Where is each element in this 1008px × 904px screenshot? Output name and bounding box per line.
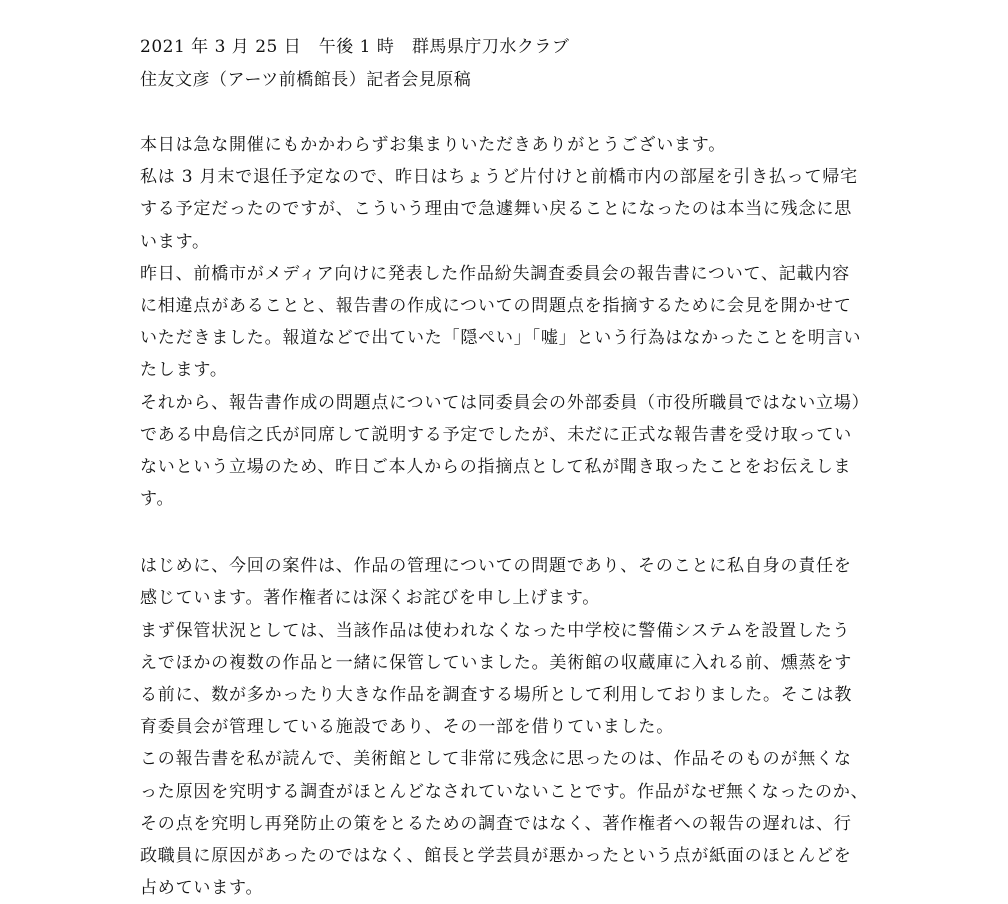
- text-line: まず保管状況としては、当該作品は使われなくなった中学校に警備システムを設置したう: [140, 620, 851, 641]
- text-line: 昨日、前橋市がメディア向けに発表した作品紛失調査委員会の報告書について、記載内容: [140, 263, 850, 284]
- text-line: 感じています。著作権者には深くお詫びを申し上げます。: [140, 588, 601, 609]
- text-line: この報告書を私が読んで、美術館として非常に残念に思ったのは、作品そのものが無くな: [140, 749, 852, 770]
- text-line: す。: [140, 489, 175, 510]
- text-line: 私は 3 月末で退任予定なので、昨日はちょうど片付けと前橋市内の部屋を引き払って帰宅: [140, 167, 858, 188]
- text-line: います。: [140, 231, 210, 252]
- text-line: 本日は急な開催にもかかわらずお集まりいただきありがとうございます。: [140, 135, 727, 155]
- paragraph-spacer: [140, 515, 900, 550]
- text-line: えでほかの複数の作品と一緒に保管していました。美術館の収蔵庫に入れる前、燻蒸をす: [140, 652, 852, 673]
- document-dateline: 2021 年 3 月 25 日 午後 1 時 群馬県庁刀水クラブ: [140, 37, 570, 57]
- text-line: その点を究明し再発防止の策をとるための調査ではなく、著作権者への報告の遅れは、行: [140, 813, 852, 834]
- section-2: [140, 550, 900, 904]
- document-body: [140, 31, 900, 904]
- text-line: する予定だったのですが、こういう理由で急遽舞い戻ることになったのは本当に残念に思: [140, 199, 852, 220]
- text-line: る前に、数が多かったり大きな作品を調査する場所として利用しておりました。そこは教: [140, 685, 852, 705]
- text-line: 政職員に原因があったのではなく、館長と学芸員が悪かったという点が紙面のほとんどを: [140, 845, 852, 866]
- text-line: に相違点があることと、報告書の作成についての問題点を指摘するために会見を開かせて: [140, 295, 852, 316]
- text-line: である中島信之氏が同席して説明する予定でしたが、未だに正式な報告書を受け取ってい: [140, 424, 852, 445]
- section-1: [140, 129, 900, 515]
- text-line: 育委員会が管理している施設であり、その一部を借りていました。: [140, 717, 674, 738]
- document-title: 住友文彦（アーツ前橋館長）記者会見原稿: [140, 70, 472, 90]
- text-line: はじめに、今回の案件は、作品の管理についての問題であり、そのことに私自身の責任を: [140, 556, 852, 577]
- text-line: 占めています。: [140, 878, 264, 899]
- text-line: それから、報告書作成の問題点については同委員会の外部委員（市役所職員ではない立場）: [140, 392, 870, 413]
- text-line: いただきました。報道などで出ていた「隠ぺい」「嘘」という行為はなかったことを明言い: [140, 328, 862, 349]
- text-line: たします。: [140, 360, 228, 381]
- paragraph-spacer: [140, 97, 900, 129]
- text-line: ないという立場のため、昨日ご本人からの指摘点として私が聞き取ったことをお伝えしま: [140, 456, 852, 477]
- text-line: った原因を究明する調査がほとんどなされていないことです。作品がなぜ無くなったのか、: [140, 781, 869, 802]
